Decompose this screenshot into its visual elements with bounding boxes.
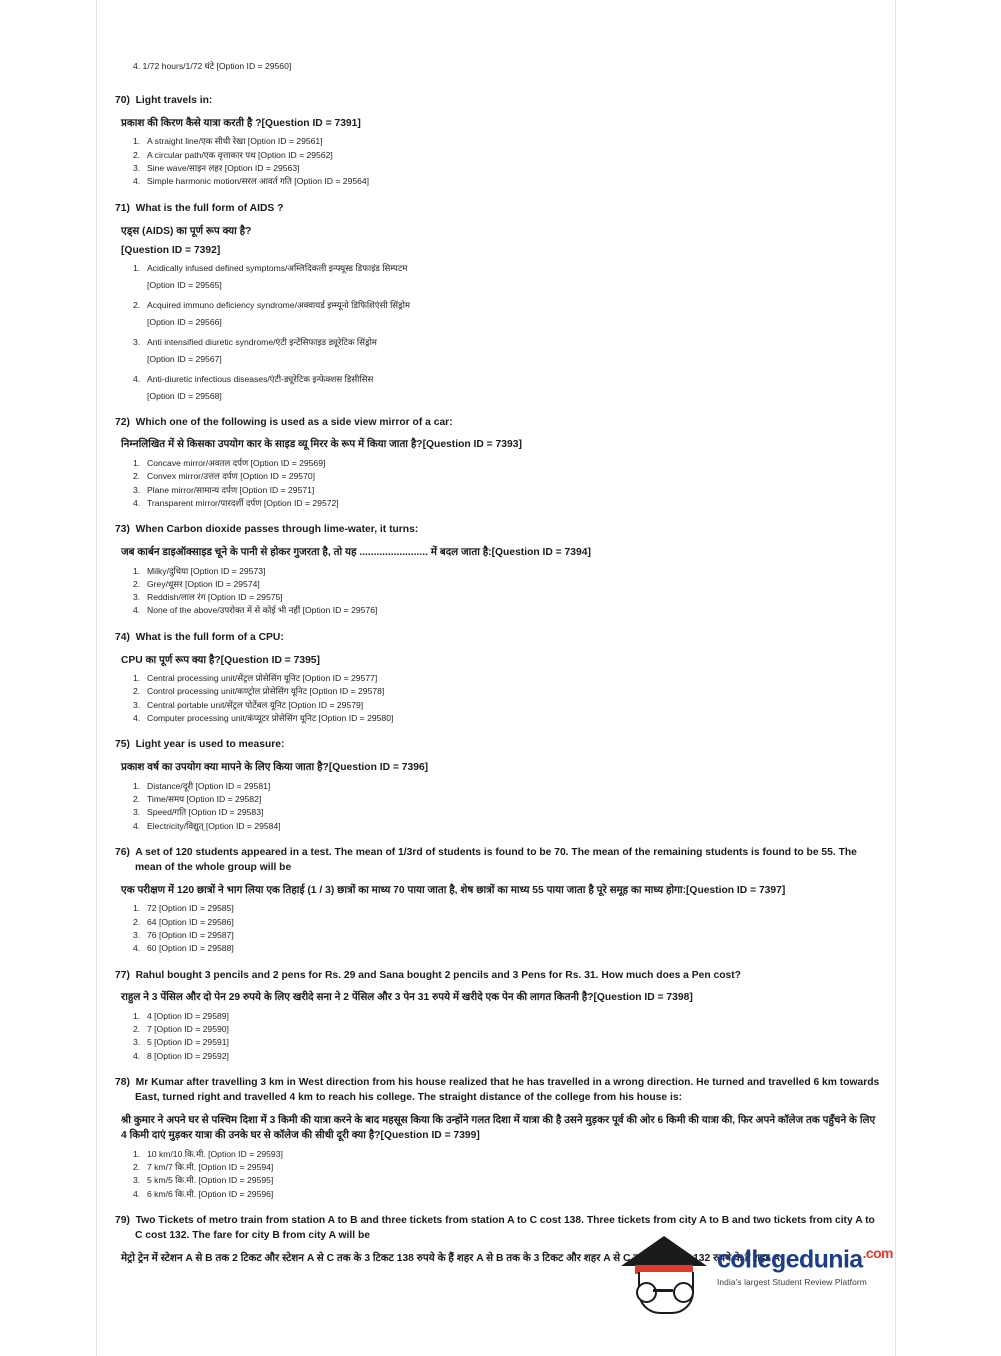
option-text: 4 [Option ID = 29589] [147, 1010, 229, 1021]
option-list [115, 672, 880, 725]
option-number: 1. [133, 780, 141, 791]
option-item[interactable] [133, 336, 880, 366]
option-item[interactable] [133, 942, 880, 955]
option-list [115, 135, 880, 188]
option-item[interactable] [133, 162, 880, 175]
option-text: 7 km/7 कि.मी. [Option ID = 29594] [147, 1162, 274, 1173]
question-hindi: एक परीक्षण में 120 छात्रों ने भाग लिया एक तिहाई (1 / 3) छात्रों का माध्य 70 पाया जाता है, शेष छात्रों का माध्य 55 पाया जाता है पूरे समूह का माध्य होगा:[Question ID = 7397] [121, 884, 786, 896]
option-item[interactable] [133, 1188, 880, 1201]
option-text: Concave mirror/अवतल दर्पण [Option ID = 29569] [147, 457, 326, 468]
option-item[interactable] [133, 565, 880, 578]
option-list [115, 457, 880, 510]
question-number: 73) [115, 524, 130, 536]
question-number: 76) [115, 846, 130, 858]
question-hindi: CPU का पूर्ण रूप क्या है?[Question ID = 7395] [121, 654, 320, 666]
question-hindi: प्रकाश वर्ष का उपयोग क्या मापने के लिए किया जाता है?[Question ID = 7396] [121, 762, 429, 774]
question-title: Light travels in: [135, 95, 213, 106]
question-number: 74) [115, 631, 130, 643]
question-title: What is the full form of a CPU: [135, 631, 284, 643]
graduation-cap-icon [621, 1236, 707, 1266]
option-number: 4. [133, 373, 141, 384]
option-number: 2. [133, 1162, 141, 1173]
option-item[interactable] [133, 1148, 880, 1161]
question-title: What is the full form of AIDS ? [135, 202, 284, 214]
question-number: 78) [115, 1077, 130, 1089]
option-item[interactable] [133, 929, 880, 942]
question-title: Rahul bought 3 pencils and 2 pens for Rs. 29 and Sana bought 2 pencils and 3 Pens for Rs. 31. How much does a Pen cost? [135, 969, 741, 981]
left-eye-icon [636, 1282, 657, 1303]
logo-domain: .com [862, 1245, 893, 1261]
option-text: 5 [Option ID = 29591] [147, 1037, 229, 1048]
option-text: None of the above/उपरोक्त में से कोई भी नहीं [Option ID = 29576] [147, 605, 378, 616]
option-item[interactable] [133, 373, 880, 403]
option-item[interactable] [133, 1050, 880, 1063]
option-item[interactable] [133, 578, 880, 591]
option-text: Simple harmonic motion/सरल आवर्त गति [Option ID = 29564] [147, 176, 370, 187]
option-item[interactable] [133, 1010, 880, 1023]
option-text: A circular path/एक वृत्ताकार पथ [Option ID = 29562] [147, 149, 333, 160]
option-item[interactable] [133, 591, 880, 604]
option-text: Sine wave/साइन लहर [Option ID = 29563] [147, 162, 300, 173]
option-number: 3. [133, 162, 141, 173]
option-id: [Option ID = 29567] [147, 353, 222, 364]
option-number: 2. [133, 471, 141, 482]
question-hindi: जब कार्बन डाइऑक्साइड चूने के पानी से होकर गुजरता है, तो यह ........................ में बदल जाता है:[Question ID = 7394] [121, 547, 591, 559]
option-text: 76 [Option ID = 29587] [147, 929, 234, 940]
page-sheet [96, 0, 896, 1356]
question-block [115, 416, 880, 511]
option-item[interactable] [133, 672, 880, 685]
question-heading [115, 416, 880, 431]
option-number: 2. [133, 794, 141, 805]
option-text: Milky/दुधिया [Option ID = 29573] [147, 565, 266, 576]
option-text: A straight line/एक सीधी रेखा [Option ID = 29561] [147, 136, 323, 147]
option-number: 4. [133, 820, 141, 831]
option-list [115, 1010, 880, 1063]
option-item[interactable] [133, 1036, 880, 1049]
option-text: 5 km/5 कि.मी. [Option ID = 29595] [147, 1175, 274, 1186]
question-heading [115, 1076, 880, 1106]
option-text: Electricity/विद्युत् [Option ID = 29584] [147, 820, 281, 831]
question-number: 70) [115, 95, 130, 106]
question-heading [115, 969, 880, 984]
option-item[interactable] [133, 902, 880, 915]
option-item[interactable] [133, 470, 880, 483]
option-number: 3. [133, 484, 141, 495]
option-text: Anti intensified diuretic syndrome/एंटी इन्टेंसिफाइड ड्यूरेटिक सिंड्रोम [147, 336, 377, 347]
option-number: 3. [133, 592, 141, 603]
option-number: 2. [133, 149, 141, 160]
collegedunia-watermark [613, 1232, 893, 1318]
option-number: 2. [133, 578, 141, 589]
option-text: Plane mirror/सामान्य दर्पण [Option ID = 29571] [147, 484, 315, 495]
option-item[interactable] [133, 1174, 880, 1187]
option-item[interactable] [133, 262, 880, 292]
question-block [115, 969, 880, 1064]
question-heading [115, 94, 880, 109]
option-list [115, 780, 880, 833]
option-item[interactable] [133, 1161, 880, 1174]
option-text: 10 km/10 कि.मी. [Option ID = 29593] [147, 1148, 283, 1159]
question-heading [115, 631, 880, 646]
option-text: Convex mirror/उत्तल दर्पण [Option ID = 29570] [147, 471, 316, 482]
question-id: [Question ID = 7392] [121, 244, 221, 256]
question-hindi: एड्स (AIDS) का पूर्ण रूप क्या है? [121, 225, 252, 237]
question-number: 75) [115, 739, 130, 751]
option-text: 7 [Option ID = 29590] [147, 1024, 229, 1035]
option-item[interactable] [133, 806, 880, 819]
option-number: 3. [133, 929, 141, 940]
option-text: Central portable unit/सेंट्रल पोर्टेबल यूनिट [Option ID = 29579] [147, 699, 364, 710]
option-number: 4. [133, 1188, 141, 1199]
option-item[interactable] [133, 604, 880, 617]
option-item[interactable] [133, 484, 880, 497]
option-id: [Option ID = 29568] [147, 390, 222, 401]
option-number: 1. [133, 1148, 141, 1159]
option-text: Transparent mirror/पारदर्शी दर्पण [Option ID = 29572] [147, 497, 339, 508]
question-hindi: मेट्रो ट्रेन में स्टेशन A से B तक 2 टिकट और स्टेशन A से C तक के 3 टिकट 138 रुपये के हैं शहर A से B तक के 3 टिकट और शहर A से C तक के 2 टिकट 132 रुपये के हैं शहर A [121, 1252, 781, 1264]
option-item[interactable] [133, 497, 880, 510]
question-block [115, 1076, 880, 1201]
option-number: 1. [133, 136, 141, 147]
option-number: 3. [133, 699, 141, 710]
option-number: 3. [133, 1175, 141, 1186]
option-list [115, 902, 880, 955]
option-item[interactable] [133, 820, 880, 833]
question-heading [115, 846, 880, 876]
option-text: Central processing unit/सेंट्रल प्रोसेसिंग यूनिट [Option ID = 29577] [147, 673, 378, 684]
option-number: 1. [133, 457, 141, 468]
option-number: 2. [133, 916, 141, 927]
option-number: 4. [133, 605, 141, 616]
glasses-bridge [653, 1289, 673, 1292]
option-list [115, 1148, 880, 1201]
option-text: Computer processing unit/कंप्यूटर प्रोसेसिंग यूनिट [Option ID = 29580] [147, 713, 394, 724]
option-text: 6 km/6 कि.मी. [Option ID = 29596] [147, 1188, 274, 1199]
question-block [115, 523, 880, 618]
question-hindi: राहुल ने 3 पेंसिल और दो पेन 29 रुपये के लिए खरीदे सना ने 2 पेंसिल और 3 पेन 31 रुपये में खरीदे एक पेन की लागत कितनी है?[Question ID = 7398] [121, 992, 693, 1004]
option-item[interactable] [133, 1023, 880, 1036]
option-number: 4. [133, 713, 141, 724]
question-hindi: प्रकाश की किरण कैसे यात्रा करती है ?[Question ID = 7391] [121, 117, 361, 129]
right-eye-icon [673, 1282, 694, 1303]
option-item[interactable] [133, 299, 880, 329]
option-text: 64 [Option ID = 29586] [147, 916, 234, 927]
option-text: Anti-diuretic infectious diseases/एंटी-ड्यूरेटिक इन्फेक्शस डिसीसिस [147, 373, 374, 384]
option-text: Time/समय [Option ID = 29582] [147, 794, 262, 805]
option-text: Grey/धूसर [Option ID = 29574] [147, 578, 260, 589]
option-number: 4. [133, 1050, 141, 1061]
option-number: 4. [133, 497, 141, 508]
logo-subtitle: India's largest Student Review Platform [717, 1277, 867, 1288]
question-hindi: निम्नलिखित में से किसका उपयोग कार के साइड व्यू मिरर के रूप में किया जाता है?[Question ID = 7393] [121, 439, 522, 451]
graduate-mascot-icon [621, 1236, 707, 1314]
option-number: 1. [133, 263, 141, 274]
option-text: Speed/गति [Option ID = 29583] [147, 807, 264, 818]
question-block [115, 738, 880, 833]
option-text: Control processing unit/कण्ट्रोल प्रोसेसिंग यूनिट [Option ID = 29578] [147, 686, 385, 697]
question-block [115, 202, 880, 403]
question-title: A set of 120 students appeared in a test. The mean of 1/3rd of students is found to be 70. The mean of the remaining students is found to be 55. The mean of the whole group will be [135, 846, 857, 873]
option-number: 4. [133, 176, 141, 187]
logo-name: collegedunia [717, 1245, 863, 1274]
option-number: 2. [133, 1024, 141, 1035]
option-text: Acidically infused defined symptoms/अम्लिदिकली इन्फ्यूस्ड डिफाइंड सिम्पटम [147, 263, 408, 274]
question-title: Mr Kumar after travelling 3 km in West direction from his house realized that he has travelled in a wrong direction. He turned and travelled 6 km towards East, turned right and travelled 4 km to reach his college. The straight distance of the college from his house is: [135, 1077, 880, 1104]
option-item[interactable] [133, 793, 880, 806]
continued-option-line: 4. 1/72 hours/1/72 घंटे [Option ID = 29560] [133, 61, 292, 71]
option-number: 4. [133, 943, 141, 954]
option-text: Reddish/लाल रंग [Option ID = 29575] [147, 592, 283, 603]
logo-text [717, 1245, 893, 1288]
option-item[interactable] [133, 916, 880, 929]
question-hindi: श्री कुमार ने अपने घर से पश्चिम दिशा में 3 किमी की यात्रा करने के बाद महसूस किया कि उन्होंने गलत दिशा में यात्रा की है उसने मुड़कर पूर्व की ओर 6 किमी की यात्रा की, फिर अपने कॉलेज तक पहुँचने के लिए 4 किमी दाएं मुड़कर यात्रा की उनके घर से कॉलेज की सीधी दूरी क्या है?[Question ID = 7399] [121, 1114, 876, 1142]
question-title: Light year is used to measure: [135, 739, 285, 751]
option-number: 1. [133, 903, 141, 914]
option-id: [Option ID = 29566] [147, 317, 222, 328]
question-block [115, 631, 880, 726]
question-list [115, 60, 880, 1279]
question-title: When Carbon dioxide passes through lime-water, it turns: [135, 524, 419, 536]
option-number: 2. [133, 686, 141, 697]
option-item[interactable] [133, 699, 880, 712]
option-text: 60 [Option ID = 29588] [147, 943, 234, 954]
option-text: Acquired immuno deficiency syndrome/अक्वायर्ड इम्म्यूनो डिफिशिएंसी सिंड्रोम [147, 300, 411, 311]
option-text: 72 [Option ID = 29585] [147, 903, 234, 914]
question-heading [115, 738, 880, 753]
question-number: 71) [115, 202, 130, 214]
option-item[interactable] [133, 135, 880, 148]
option-number: 1. [133, 565, 141, 576]
question-number: 72) [115, 416, 130, 428]
option-item[interactable] [133, 780, 880, 793]
question-block [115, 94, 880, 189]
question-number: 77) [115, 969, 130, 981]
question-heading [115, 202, 880, 217]
option-id: [Option ID = 29565] [147, 280, 222, 291]
option-text: 8 [Option ID = 29592] [147, 1050, 229, 1061]
question-heading [115, 523, 880, 538]
option-list [115, 565, 880, 618]
option-item[interactable] [133, 457, 880, 470]
option-number: 3. [133, 807, 141, 818]
question-title: Two Tickets of metro train from station A to B and three tickets from station A to C cost 138. Three tickets from city A to B and two tickets from city A to C cost 132. The fare for city B from city A will be [135, 1215, 875, 1241]
logo-title [717, 1245, 893, 1274]
option-item[interactable] [133, 712, 880, 725]
option-number: 1. [133, 1010, 141, 1021]
question-title: Which one of the following is used as a side view mirror of a car: [135, 416, 453, 428]
question-number: 79) [115, 1215, 130, 1227]
option-number: 2. [133, 300, 141, 311]
option-number: 3. [133, 1037, 141, 1048]
option-number: 3. [133, 336, 141, 347]
option-list [115, 262, 880, 402]
option-item[interactable] [133, 175, 880, 188]
option-number: 1. [133, 673, 141, 684]
option-text: Distance/दूरी [Option ID = 29581] [147, 780, 271, 791]
option-item[interactable] [133, 149, 880, 162]
question-block [115, 846, 880, 956]
option-item[interactable] [133, 685, 880, 698]
